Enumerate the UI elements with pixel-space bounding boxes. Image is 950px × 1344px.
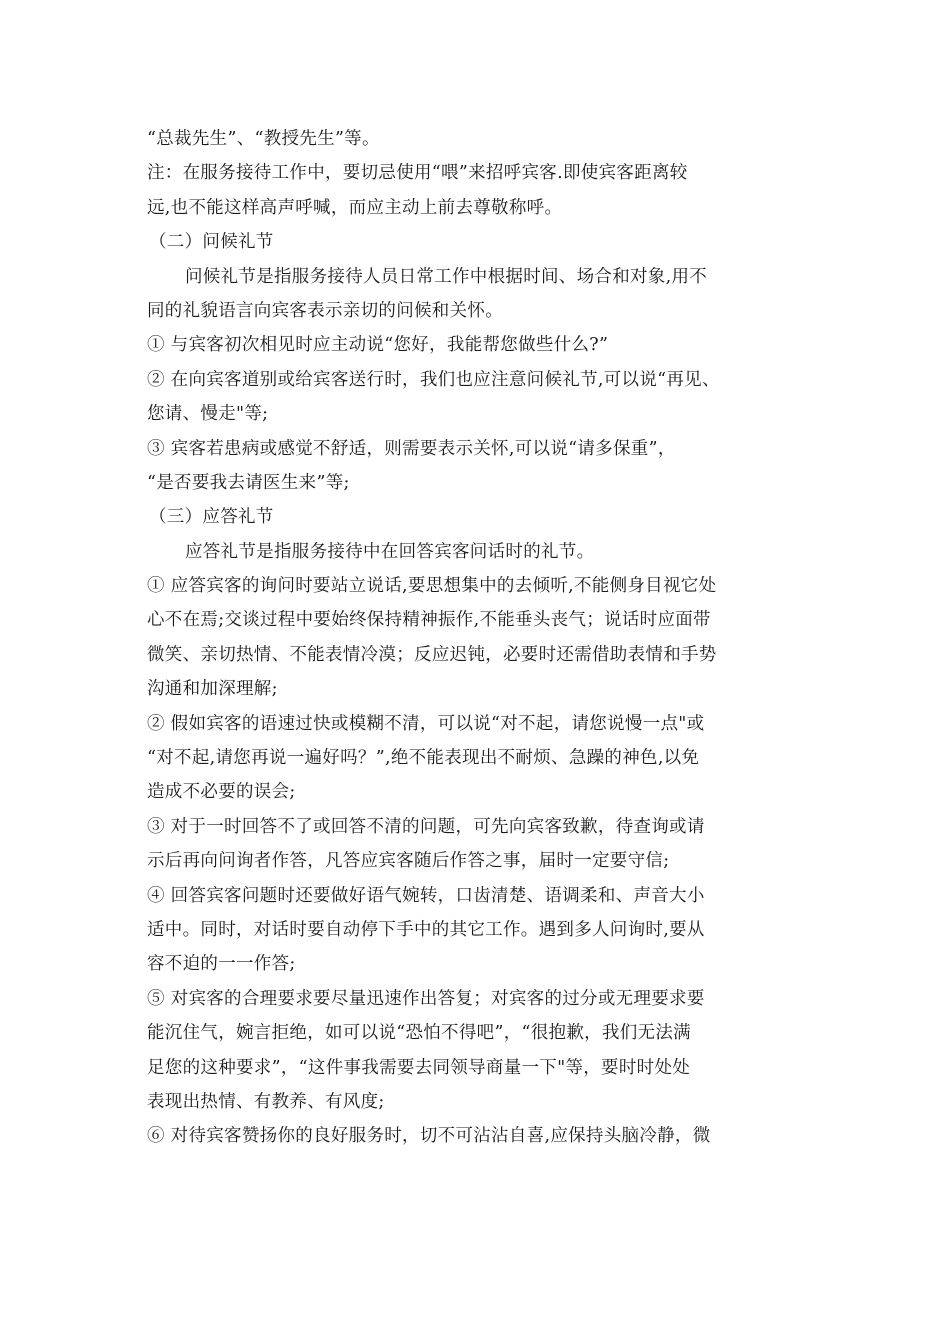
list-item-line: ① 应答宾客的询问时要站立说话,要思想集中的去倾听,不能侧身目视它处 [147, 576, 717, 597]
list-item-line: 您请、慢走"等; [147, 404, 269, 425]
note-line: 注：在服务接待工作中，要切忌使用“喂”来招呼宾客.即使宾客距离较 [147, 163, 688, 184]
list-item-line: ② 假如宾客的语速过快或模糊不清，可以说“对不起，请您说慢一点"或 [147, 713, 705, 734]
paragraph-line: 应答礼节是指服务接待中在回答宾客问话时的礼节。 [185, 541, 595, 562]
list-item-line: 示后再向问询者作答，凡答应宾客随后作答之事，届时一定要守信; [147, 851, 670, 872]
list-item-line: ③ 对于一时回答不了或回答不清的问题，可先向宾客致歉，待查询或请 [147, 816, 705, 837]
list-item-line: ③ 宾客若患病或感觉不舒适，则需要表示关怀,可以说“请多保重”， [147, 438, 676, 459]
document-body [147, 122, 777, 1154]
list-item-line: ④ 回答宾客问题时还要做好语气婉转，口齿清楚、语调柔和、声音大小 [147, 885, 705, 906]
text-line: “总裁先生”、“教授先生”等。 [147, 129, 380, 149]
list-item-line: 能沉住气，婉言拒绝，如可以说“恐怕不得吧”，“很抱歉，我们无法满 [147, 1023, 691, 1044]
list-item-line: 容不迫的一一作答; [147, 954, 296, 975]
list-item-line: 表现出热情、有教养、有风度; [147, 1091, 385, 1112]
list-item-line: 心不在焉;交谈过程中要始终保持精神振作,不能垂头丧气；说话时应面带 [147, 610, 711, 631]
list-item-line: 足您的这种要求”，“这件事我需要去同领导商量一下"等，要时时处处 [147, 1057, 691, 1078]
paragraph-line: 问候礼节是指服务接待人员日常工作中根据时间、场合和对象,用不 [185, 266, 708, 287]
list-item-line: 适中。同时，对话时要自动停下手中的其它工作。遇到多人问询时,要从 [147, 919, 705, 940]
list-item-line: 造成不必要的误会; [147, 782, 296, 803]
section-heading: （二）问候礼节 [149, 232, 274, 253]
section-heading: （三）应答礼节 [149, 507, 274, 528]
list-item-line: ② 在向宾客道别或给宾客送行时，我们也应注意问候礼节,可以说“再见、 [147, 369, 720, 390]
list-item-line: 微笑、亲切热情、不能表情冷漠；反应迟钝，必要时还需借助表情和手势 [147, 644, 717, 665]
list-item-line: “对不起,请您再说一遍好吗？”,绝不能表现出不耐烦、急躁的神色,以免 [147, 748, 700, 769]
paragraph-line: 同的礼貌语言向宾客表示亲切的问候和关怀。 [147, 300, 503, 321]
list-item-line: ⑥ 对待宾客赞扬你的良好服务时，切不可沾沾自喜,应保持头脑冷静，微 [147, 1126, 711, 1147]
list-item-line: ⑤ 对宾客的合理要求要尽量迅速作出答复；对宾客的过分或无理要求要 [147, 988, 705, 1009]
list-item-line: “是否要我去请医生来”等; [147, 472, 350, 493]
list-item-line: 沟通和加深理解; [147, 679, 278, 700]
note-line: 远,也不能这样高声呼喊，而应主动上前去尊敬称呼。 [147, 197, 563, 218]
list-item-line: ① 与宾客初次相见时应主动说“您好，我能帮您做些什么?” [147, 335, 609, 356]
